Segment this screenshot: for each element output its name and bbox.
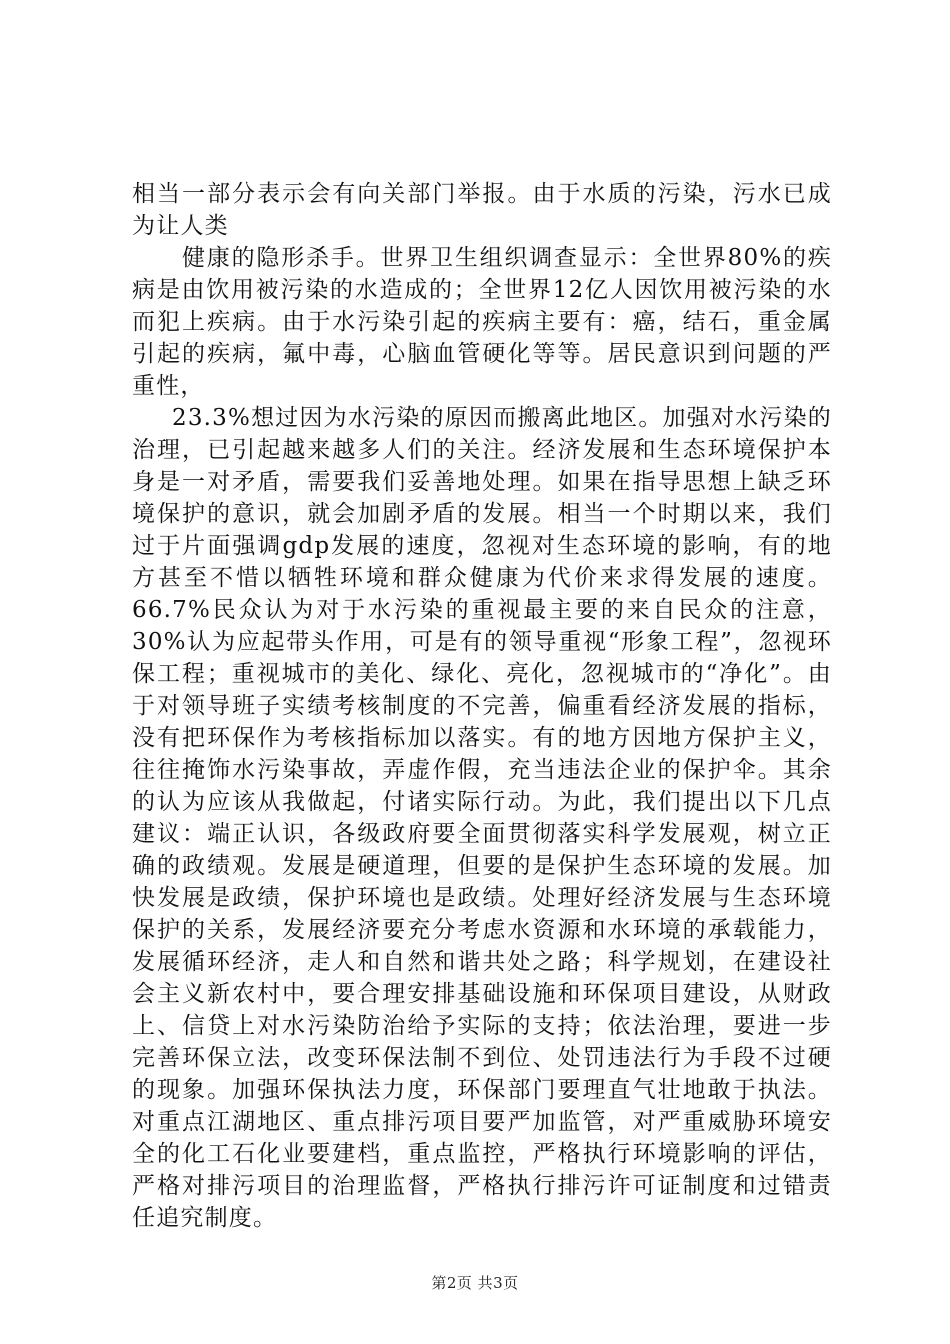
paragraph-1: 相当一部分表示会有向关部门举报。由于水质的污染，污水已成为让人类: [132, 181, 832, 239]
paragraph-2: 健康的隐形杀手。世界卫生组织调查显示：全世界80%的疾病是由饮用被污染的水造成的；全世界12亿人因饮用被污染的水而犯上疾病。由于水污染引起的疾病主要有：癌，结石，重金属引起的疾病，氟中毒，心脑血管硬化等等。居民意识到问题的严重性，: [132, 245, 832, 399]
page-number-footer: 第2页 共3页: [431, 1274, 519, 1292]
document-body: [132, 178, 832, 1234]
paragraph-3: 23.3%想过因为水污染的原因而搬离此地区。加强对水污染的治理，已引起越来越多人们的关注。经济发展和生态环境保护本身是一对矛盾，需要我们妥善地处理。如果在指导思想上缺乏环境保护的意识，就会加剧矛盾的发展。相当一个时期以来，我们过于片面强调gdp发展的速度，忽视对生态环境的影响，有的地方甚至不惜以牺牲环境和群众健康为代价来求得发展的速度。66.7%民众认为对于水污染的重视最主要的来自民众的注意，30%认为应起带头作用，可是有的领导重视“形象工程”，忽视环保工程；重视城市的美化、绿化、亮化，忽视城市的“净化”。由于对领导班子实绩考核制度的不完善，偏重看经济发展的指标，没有把环保作为考核指标加以落实。有的地方因地方保护主义，往往掩饰水污染事故，弄虚作假，充当违法企业的保护伞。其余的认为应该从我做起，付诸实际行动。为此，我们提出以下几点建议：端正认识，各级政府要全面贯彻落实科学发展观，树立正确的政绩观。发展是硬道理，但要的是保护生态环境的发展。加快发展是政绩，保护环境也是政绩。处理好经济发展与生态环境保护的关系，发展经济要充分考虑水资源和水环境的承载能力，发展循环经济，走人和自然和谐共处之路；科学规划，在建设社会主义新农村中，要合理安排基础设施和环保项目建设，从财政上、信贷上对水污染防治给予实际的支持；依法治理，要进一步完善环保立法，改变环保法制不到位、处罚违法行为手段不过硬的现象。加强环保执法力度，环保部门要理直气壮地敢于执法。对重点江湖地区、重点排污项目要严加监管，对严重威胁环境安全的化工石化业要建档，重点监控，严格执行环境影响的评估，严格对排污项目的治理监督，严格执行排污许可证制度和过错责任追究制度。: [132, 405, 832, 1231]
